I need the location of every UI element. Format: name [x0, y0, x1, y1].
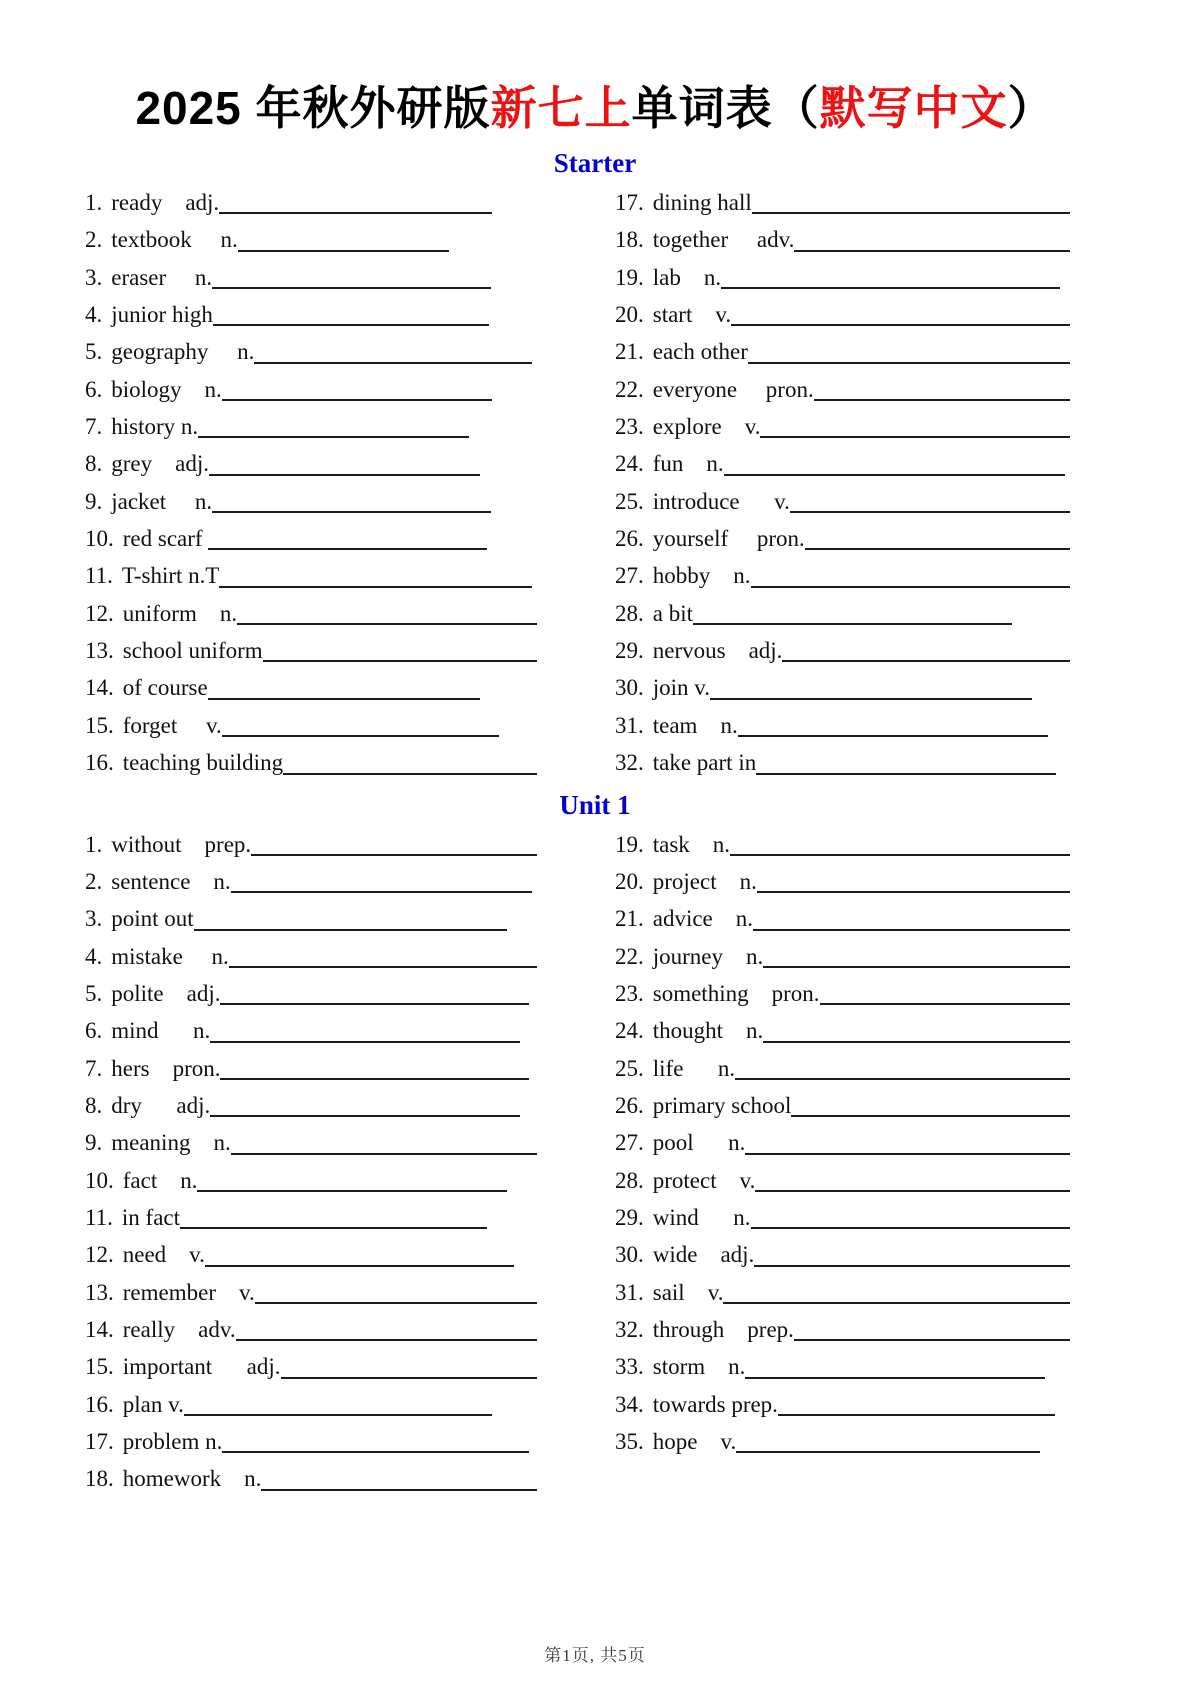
- answer-blank: [263, 632, 537, 662]
- word-label: a bit: [652, 600, 693, 626]
- vocab-row: [615, 595, 1070, 632]
- answer-blank: [753, 900, 1070, 930]
- vocab-row: [615, 184, 1070, 221]
- word-label: introduce v.: [652, 488, 790, 514]
- vocab-row: [615, 1348, 1070, 1385]
- vocab-row: [85, 1386, 537, 1423]
- answer-blank: [763, 1012, 1070, 1042]
- row-number: 16.: [85, 750, 114, 776]
- row-number: 26.: [615, 526, 644, 552]
- answer-blank: [231, 863, 532, 893]
- word-label: together adv.: [652, 227, 795, 253]
- row-number: 24.: [615, 1018, 644, 1044]
- vocab-row: [615, 520, 1070, 557]
- vocab-row: [85, 595, 537, 632]
- answer-blank: [222, 707, 499, 737]
- word-label: important adj.: [122, 1354, 281, 1380]
- answer-blank: [210, 1087, 520, 1117]
- row-number: 14.: [85, 675, 114, 701]
- word-label: eraser n.: [111, 264, 213, 290]
- section-header: Starter: [553, 148, 637, 178]
- word-label: biology n.: [111, 376, 222, 402]
- answer-blank: [751, 557, 1071, 587]
- title-segment: ）: [1007, 82, 1055, 134]
- row-number: 18.: [615, 227, 644, 253]
- row-number: 7.: [85, 414, 103, 440]
- answer-blank: [738, 707, 1048, 737]
- vocab-row: [615, 1423, 1070, 1460]
- row-number: 21.: [615, 906, 644, 932]
- vocab-row: [85, 863, 537, 900]
- answer-blank: [283, 744, 537, 774]
- vocab-row: [615, 408, 1070, 445]
- word-label: school uniform: [122, 638, 263, 664]
- word-label: towards prep.: [652, 1391, 778, 1417]
- word-label: hers pron.: [111, 1055, 221, 1081]
- answer-blank: [197, 1162, 507, 1192]
- answer-blank: [236, 1311, 537, 1341]
- vocab-row: [85, 520, 537, 557]
- answer-blank: [763, 938, 1070, 968]
- vocab-row: [85, 632, 537, 669]
- row-number: 8.: [85, 451, 103, 477]
- word-label: fun n.: [652, 451, 724, 477]
- vocab-row: [85, 975, 537, 1012]
- word-label: mind n.: [111, 1018, 211, 1044]
- word-label: red scarf: [122, 526, 209, 552]
- page-content: [85, 145, 1070, 1498]
- vocab-row: [615, 296, 1070, 333]
- word-label: grey adj.: [111, 451, 209, 477]
- word-label: problem n.: [122, 1429, 223, 1454]
- word-label: explore v.: [652, 414, 761, 440]
- answer-blank: [212, 259, 491, 289]
- vocab-row: [615, 483, 1070, 520]
- word-label: thought n.: [652, 1018, 764, 1044]
- answer-blank: [760, 408, 1070, 438]
- vocab-row: [85, 296, 537, 333]
- vocab-row: [85, 1274, 537, 1311]
- row-number: 4.: [85, 302, 103, 328]
- answer-blank: [723, 1274, 1070, 1304]
- vocab-row: [85, 371, 537, 408]
- answer-blank: [209, 445, 480, 475]
- row-number: 16.: [85, 1391, 114, 1417]
- answer-blank: [731, 296, 1070, 326]
- word-label: geography n.: [111, 339, 255, 365]
- row-number: 30.: [615, 1242, 644, 1268]
- vocab-row: [85, 184, 537, 221]
- word-label: hope v.: [652, 1429, 737, 1454]
- word-label: fact n.: [122, 1167, 198, 1193]
- vocab-row: [85, 1311, 537, 1348]
- answer-blank: [748, 333, 1070, 363]
- word-label: lab n.: [652, 264, 722, 290]
- answer-blank: [208, 669, 480, 699]
- title-segment: 单词表（: [631, 82, 820, 134]
- word-label: advice n.: [652, 906, 754, 932]
- row-number: 17.: [615, 190, 644, 215]
- word-label: of course: [122, 675, 208, 701]
- word-label: something pron.: [652, 980, 820, 1006]
- vocab-column-right: [615, 826, 1070, 1461]
- word-label: history n.: [111, 414, 199, 440]
- vocab-row: [615, 1087, 1070, 1124]
- word-label: start v.: [652, 302, 732, 328]
- answer-blank: [251, 826, 537, 856]
- row-number: 2.: [85, 868, 103, 894]
- row-number: 27.: [615, 1130, 644, 1156]
- vocab-row: [85, 1460, 537, 1497]
- word-label: dining hall: [652, 190, 752, 215]
- word-label: hobby n.: [652, 563, 751, 589]
- word-label: primary school: [652, 1092, 792, 1118]
- row-number: 18.: [85, 1466, 114, 1492]
- row-number: 26.: [615, 1092, 644, 1118]
- row-number: 34.: [615, 1391, 644, 1417]
- row-number: 5.: [85, 339, 103, 365]
- vocab-row: [85, 1348, 537, 1385]
- answer-blank: [205, 1236, 514, 1266]
- vocab-row: [85, 1087, 537, 1124]
- word-label: join v.: [652, 675, 711, 701]
- row-number: 22.: [615, 943, 644, 969]
- title-segment: 默写中文: [819, 82, 1008, 134]
- row-number: 10.: [85, 526, 114, 552]
- vocab-row: [615, 1050, 1070, 1087]
- answer-blank: [210, 1012, 520, 1042]
- word-label: textbook n.: [111, 227, 238, 253]
- word-label: yourself pron.: [652, 526, 805, 552]
- vocab-row: [615, 826, 1070, 863]
- row-number: 4.: [85, 943, 103, 969]
- answer-blank: [756, 744, 1056, 774]
- row-number: 21.: [615, 339, 644, 365]
- vocab-row: [615, 445, 1070, 482]
- vocab-row: [85, 445, 537, 482]
- answer-blank: [261, 1460, 537, 1490]
- row-number: 29.: [615, 1204, 644, 1230]
- vocab-row: [615, 1274, 1070, 1311]
- word-label: plan v.: [122, 1391, 184, 1417]
- vocab-row: [85, 259, 537, 296]
- word-label: everyone pron.: [652, 376, 814, 402]
- word-label: wide adj.: [652, 1242, 755, 1268]
- row-number: 25.: [615, 488, 644, 514]
- row-number: 19.: [615, 264, 644, 290]
- vocab-row: [85, 669, 537, 706]
- word-label: in fact: [121, 1204, 181, 1230]
- word-label: meaning n.: [111, 1130, 231, 1156]
- word-label: remember v.: [122, 1279, 255, 1305]
- word-label: junior high: [111, 302, 213, 328]
- answer-blank: [229, 938, 537, 968]
- word-label: journey n.: [652, 943, 764, 969]
- vocab-row: [85, 221, 537, 258]
- row-number: 14.: [85, 1316, 114, 1342]
- row-number: 30.: [615, 675, 644, 701]
- row-number: 32.: [615, 1316, 644, 1342]
- word-label: storm n.: [652, 1354, 746, 1380]
- answer-blank: [198, 408, 469, 438]
- answer-blank: [757, 863, 1070, 893]
- vocab-row: [615, 669, 1070, 706]
- row-number: 31.: [615, 712, 644, 738]
- vocab-row: [615, 1236, 1070, 1273]
- vocab-row: [615, 1199, 1070, 1236]
- answer-blank: [238, 221, 449, 251]
- answer-blank: [220, 975, 529, 1005]
- vocab-row: [85, 1012, 537, 1049]
- vocab-row: [85, 1423, 537, 1460]
- section-starter: [85, 145, 1070, 782]
- answer-blank: [237, 595, 537, 625]
- row-number: 12.: [85, 1242, 114, 1268]
- word-label: take part in: [652, 750, 757, 776]
- vocab-row: [615, 975, 1070, 1012]
- vocab-row: [85, 483, 537, 520]
- answer-blank: [254, 333, 532, 363]
- answer-blank: [730, 826, 1070, 856]
- vocab-row: [85, 1236, 537, 1273]
- vocab-row: [85, 826, 537, 863]
- answer-blank: [255, 1274, 537, 1304]
- row-number: 3.: [85, 264, 103, 290]
- vocab-row: [615, 938, 1070, 975]
- vocab-row: [615, 744, 1070, 781]
- row-number: 22.: [615, 376, 644, 402]
- vocab-row: [85, 408, 537, 445]
- word-label: pool n.: [652, 1130, 746, 1156]
- answer-blank: [180, 1199, 487, 1229]
- word-label: homework n.: [122, 1466, 262, 1492]
- row-number: 33.: [615, 1354, 644, 1380]
- row-number: 5.: [85, 980, 103, 1006]
- vocab-row: [85, 707, 537, 744]
- title-segment: 新七上: [490, 82, 632, 134]
- vocab-row: [615, 1012, 1070, 1049]
- word-label: point out: [111, 906, 194, 932]
- vocab-row: [85, 938, 537, 975]
- vocab-row: [615, 1162, 1070, 1199]
- vocab-row: [615, 900, 1070, 937]
- answer-blank: [820, 975, 1071, 1005]
- vocab-row: [615, 371, 1070, 408]
- answer-blank: [724, 445, 1065, 475]
- section-header: Unit 1: [559, 789, 631, 820]
- vocab-row: [615, 863, 1070, 900]
- vocab-row: [85, 557, 537, 594]
- answer-blank: [790, 483, 1070, 513]
- row-number: 27.: [615, 563, 644, 589]
- answer-blank: [735, 1050, 1070, 1080]
- answer-blank: [805, 520, 1070, 550]
- answer-blank: [752, 184, 1070, 214]
- vocab-list: [85, 826, 1070, 1498]
- word-label: life n.: [652, 1055, 736, 1081]
- word-label: nervous adj.: [652, 638, 783, 664]
- word-label: dry adj.: [111, 1092, 211, 1118]
- vocab-column-right: [615, 184, 1070, 782]
- vocab-row: [615, 632, 1070, 669]
- word-label: team n.: [652, 712, 738, 738]
- answer-blank: [710, 669, 1032, 699]
- answer-blank: [782, 632, 1070, 662]
- answer-blank: [814, 371, 1070, 401]
- row-number: 15.: [85, 1354, 114, 1380]
- word-label: polite adj.: [111, 980, 221, 1006]
- vocab-row: [615, 707, 1070, 744]
- row-number: 29.: [615, 638, 644, 664]
- word-label: teaching building: [122, 750, 284, 776]
- answer-blank: [194, 900, 507, 930]
- row-number: 35.: [615, 1429, 644, 1454]
- row-number: 9.: [85, 488, 103, 514]
- row-number: 3.: [85, 906, 103, 932]
- word-label: ready adj.: [111, 190, 220, 215]
- row-number: 6.: [85, 376, 103, 402]
- answer-blank: [745, 1348, 1045, 1378]
- row-number: 12.: [85, 600, 114, 626]
- vocab-row: [85, 1124, 537, 1161]
- row-number: 10.: [85, 1167, 114, 1193]
- answer-blank: [693, 595, 1012, 625]
- row-number: 23.: [615, 414, 644, 440]
- title-segment: 2025 年秋外研版: [135, 82, 491, 134]
- page-title: [0, 76, 1190, 140]
- word-label: protect v.: [652, 1167, 756, 1193]
- vocab-row: [85, 333, 537, 370]
- answer-blank: [219, 557, 532, 587]
- answer-blank: [754, 1236, 1070, 1266]
- row-number: 11.: [85, 1204, 113, 1230]
- vocab-row: [85, 1199, 537, 1236]
- word-label: forget v.: [122, 712, 222, 738]
- vocab-row: [615, 557, 1070, 594]
- answer-blank: [751, 1199, 1071, 1229]
- word-label: jacket n.: [111, 488, 213, 514]
- vocab-column-left: [85, 184, 537, 782]
- word-label: through prep.: [652, 1316, 794, 1342]
- answer-blank: [220, 1050, 529, 1080]
- row-number: 9.: [85, 1130, 103, 1156]
- row-number: 20.: [615, 302, 644, 328]
- vocab-column-left: [85, 826, 537, 1498]
- word-label: each other: [652, 339, 748, 365]
- word-label: really adv.: [122, 1316, 236, 1342]
- answer-blank: [794, 221, 1070, 251]
- answer-blank: [231, 1124, 537, 1154]
- answer-blank: [219, 184, 492, 214]
- word-label: wind n.: [652, 1204, 751, 1230]
- row-number: 2.: [85, 227, 103, 253]
- row-number: 19.: [615, 831, 644, 857]
- row-number: 15.: [85, 712, 114, 738]
- row-number: 32.: [615, 750, 644, 776]
- word-label: T-shirt n.T: [121, 563, 220, 589]
- row-number: 25.: [615, 1055, 644, 1081]
- row-number: 1.: [85, 831, 103, 857]
- answer-blank: [281, 1348, 537, 1378]
- page-footer: 第1页, 共5页: [544, 1646, 646, 1665]
- vocab-row: [615, 1311, 1070, 1348]
- answer-blank: [212, 483, 491, 513]
- row-number: 13.: [85, 638, 114, 664]
- row-number: 31.: [615, 1279, 644, 1305]
- answer-blank: [721, 259, 1060, 289]
- word-label: sail v.: [652, 1279, 724, 1305]
- vocab-row: [85, 1162, 537, 1199]
- answer-blank: [791, 1087, 1070, 1117]
- word-label: mistake n.: [111, 943, 229, 969]
- answer-blank: [208, 520, 487, 550]
- vocab-row: [615, 259, 1070, 296]
- word-label: sentence n.: [111, 868, 231, 894]
- answer-blank: [794, 1311, 1070, 1341]
- answer-blank: [755, 1162, 1070, 1192]
- vocab-row: [615, 1386, 1070, 1423]
- answer-blank: [222, 371, 492, 401]
- word-label: need v.: [122, 1242, 205, 1268]
- answer-blank: [745, 1124, 1070, 1154]
- vocab-row: [615, 221, 1070, 258]
- vocab-list: [85, 184, 1070, 782]
- answer-blank: [778, 1386, 1055, 1416]
- answer-blank: [213, 296, 489, 326]
- word-label: without prep.: [111, 831, 252, 857]
- answer-blank: [184, 1386, 492, 1416]
- word-label: task n.: [652, 831, 731, 857]
- row-number: 24.: [615, 451, 644, 477]
- vocab-row: [85, 900, 537, 937]
- vocab-row: [615, 1124, 1070, 1161]
- row-number: 23.: [615, 980, 644, 1006]
- vocab-row: [85, 744, 537, 781]
- row-number: 20.: [615, 868, 644, 894]
- row-number: 11.: [85, 563, 113, 589]
- word-label: project n.: [652, 868, 757, 894]
- vocab-row: [615, 333, 1070, 370]
- row-number: 28.: [615, 600, 644, 626]
- vocab-row: [85, 1050, 537, 1087]
- section-unit-1: [85, 787, 1070, 1498]
- row-number: 6.: [85, 1018, 103, 1044]
- word-label: uniform n.: [122, 600, 238, 626]
- row-number: 1.: [85, 190, 103, 215]
- row-number: 17.: [85, 1429, 114, 1454]
- row-number: 7.: [85, 1055, 103, 1081]
- row-number: 8.: [85, 1092, 103, 1118]
- row-number: 13.: [85, 1279, 114, 1305]
- answer-blank: [222, 1423, 529, 1453]
- answer-blank: [736, 1423, 1040, 1453]
- row-number: 28.: [615, 1167, 644, 1193]
